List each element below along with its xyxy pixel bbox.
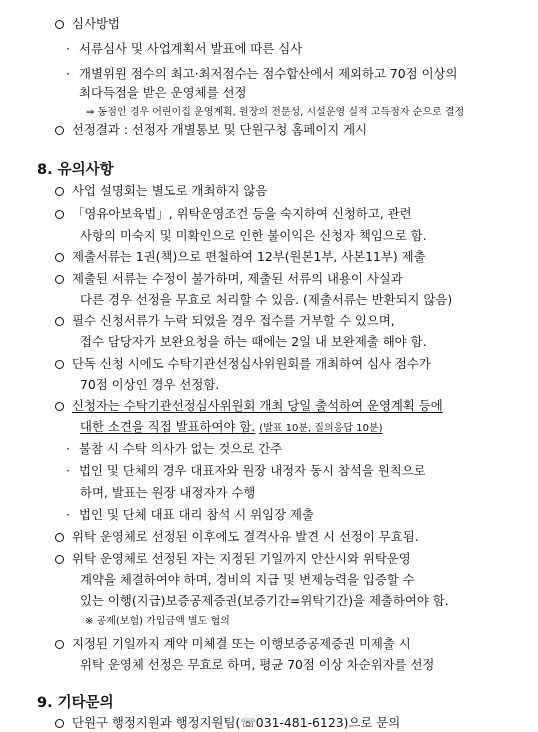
bullet-circle-icon (55, 402, 64, 411)
bullet-circle-icon (55, 210, 64, 219)
notice-item: 제출된 서류는 수정이 불가하며, 제출된 서류의 내용이 사실과 (72, 271, 403, 286)
notice-item-cont: 계약을 체결하여야 하며, 경비의 지급 및 변제능력을 입증할 수 (80, 572, 415, 587)
bullet-circle-icon (55, 126, 64, 135)
notice-item: 단독 신청 시에도 수탁기관선정심사위원회를 개최하여 심사 점수가 (72, 356, 431, 371)
notice-item-cont: 사항의 미숙지 및 미확인으로 인한 불이익은 신청자 책임으로 함. (80, 228, 427, 243)
notice-item-underlined: 신청자는 수탁기관선정심사위원회 개최 당일 출석하여 운영계획 등에 (72, 398, 443, 413)
method-item-2-line2: 최다득점을 받은 운영체를 선정 (79, 85, 247, 100)
section-9-title: 9. 기타문의 (37, 695, 114, 711)
sub-item: 불참 시 수탁 의사가 없는 것으로 간주 (79, 441, 283, 456)
insurance-note: ※ 공제(보험) 가입금액 별도 협의 (85, 616, 230, 627)
bullet-circle-icon (55, 533, 64, 542)
bullet-circle-icon (55, 640, 64, 649)
bullet-circle-icon (55, 555, 64, 564)
method-note: ⇒ 동점인 경우 어린이집 운영계획, 원장의 전문성, 시설운영 실적 고득점자 순으로 결정 (86, 107, 465, 118)
sub-item: 법인 및 단체의 경우 대표자와 원장 내정자 동시 참석을 원칙으로 (79, 463, 426, 478)
middle-dot-icon: · (66, 464, 70, 478)
notice-item-cont: 있는 이행(지급)보증공제증권(보증기간=위탁기간)을 제출하여야 함. (80, 593, 449, 608)
middle-dot-icon: · (66, 67, 70, 81)
presentation-time-note: (발표 10분, 질의응답 10분) (259, 423, 383, 434)
bullet-circle-icon (55, 253, 64, 262)
selection-result: 선정결과 : 선정자 개별통보 및 단원구청 홈페이지 게시 (72, 122, 368, 137)
notice-item: 지정된 기일까지 계약 미체결 또는 이행보증공제증권 미제출 시 (72, 636, 411, 651)
bullet-circle-icon (55, 719, 64, 728)
bullet-circle-icon (55, 275, 64, 284)
method-title: 심사방법 (72, 16, 120, 31)
bullet-circle-icon (55, 20, 64, 29)
method-item-1: 서류심사 및 사업계획서 발표에 따른 심사 (79, 41, 303, 56)
sub-item: 법인 및 단체 대표 대리 참석 시 위임장 제출 (79, 507, 314, 522)
notice-item: 필수 신청서류가 누락 되었을 경우 접수를 거부할 수 있으며, (72, 313, 395, 328)
middle-dot-icon: · (66, 42, 70, 56)
notice-item: 사업 설명회는 별도로 개최하지 않음 (72, 183, 268, 198)
method-item-2-line1: 개별위원 점수의 최고·최저점수는 점수합산에서 제외하고 70점 이상의 (79, 66, 458, 81)
notice-item-cont (80, 419, 383, 437)
contact-item: 단원구 행정지원과 행정지원팀(☏031-481-6123)으로 문의 (72, 715, 401, 730)
notice-item: 위탁 운영체로 선정된 이후에도 결격사유 발견 시 선정이 무효됨. (72, 529, 419, 544)
notice-item-cont: 위탁 운영체 선정은 무효로 하며, 평균 70점 이상 차순위자를 선정 (80, 657, 435, 672)
notice-item: 「영유아보육법」, 위탁운영조건 등을 숙지하여 신청하고, 관련 (72, 206, 412, 221)
notice-item-cont: 70점 이상인 경우 선정함. (80, 377, 220, 392)
bullet-circle-icon (55, 187, 64, 196)
notice-item-cont: 다른 경우 선정을 무효로 처리할 수 있음. (제출서류는 반환되지 않음) (80, 292, 453, 307)
section-8-title: 8. 유의사항 (37, 162, 114, 178)
notice-item: 제출서류는 1권(책)으로 편철하여 12부(원본1부, 사본11부) 제출 (72, 249, 426, 264)
notice-item-cont: 접수 담당자가 보완요청을 하는 때에는 2일 내 보완제출 해야 함. (80, 334, 427, 349)
bullet-circle-icon (55, 317, 64, 326)
notice-item: 위탁 운영체로 선정된 자는 지정된 기일까지 안산시와 위탁운영 (72, 551, 411, 566)
middle-dot-icon: · (66, 442, 70, 456)
sub-item-cont: 하며, 발표는 원장 내정자가 수행 (80, 485, 256, 500)
middle-dot-icon: · (66, 508, 70, 522)
bullet-circle-icon (55, 360, 64, 369)
presentation-requirement: 대한 소견을 직접 발표하여야 함. (80, 419, 256, 434)
